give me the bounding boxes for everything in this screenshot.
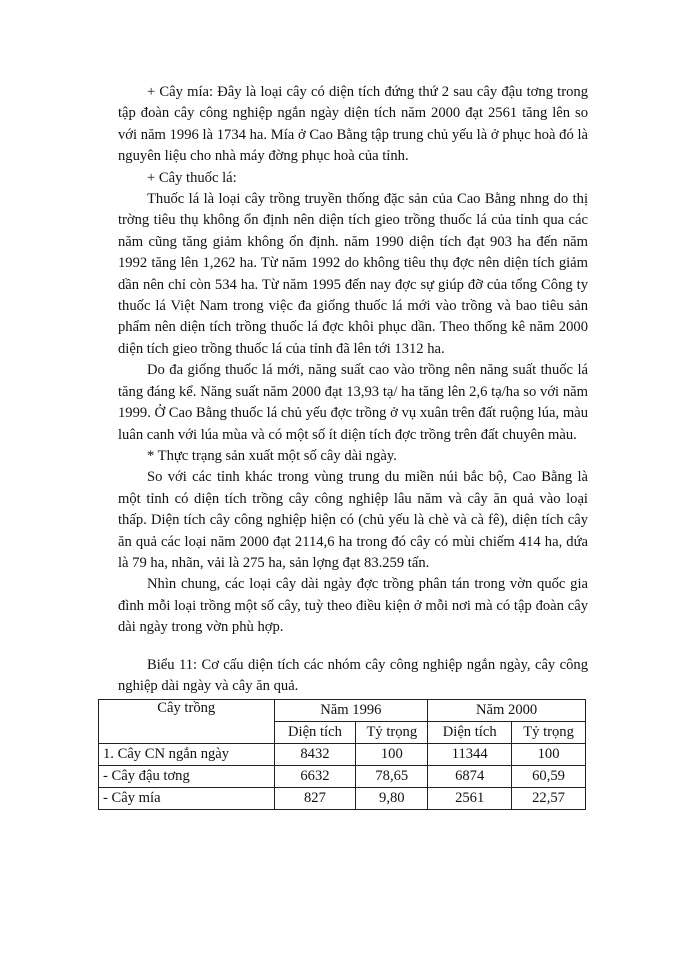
header-year-2000: Năm 2000	[428, 700, 586, 722]
row-label: 1. Cây CN ngắn ngày	[99, 744, 275, 766]
cell-share-2000: 100	[512, 744, 586, 766]
cell-share-2000: 60,59	[512, 766, 586, 788]
subheader-area-1996: Diện tích	[274, 722, 356, 744]
paragraph-long-term-crops: So với các tỉnh khác trong vùng trung du miền núi bắc bộ, Cao Bằng là một tỉnh có diện tích trồng cây công nghiệp lâu năm và cây ăn quả vào loại thấp. Diện tích cây công nghiệp hiện có (chủ yếu là chè và cà fê), diện tích cây ăn quả các loại năm 2000 đạt 2114,6 ha trong đó cây có mùi chiếm 414 ha, dứa là 79 ha, nhãn, vải là 275 ha, sản lợng đạt 83.259 tấn.	[118, 469, 588, 571]
heading-tobacco: + Cây thuốc lá:	[147, 169, 237, 186]
table-header-row	[99, 700, 586, 722]
subheader-area-2000: Diện tích	[428, 722, 512, 744]
paragraph-tobacco-yield: Do đa giống thuốc lá mới, năng suất cao vào trồng nên năng suất thuốc lá tăng đáng kể. Năng suất năm 2000 đạt 13,93 tạ/ ha tăng lên 2,6 tạ/ha so với năm 1999. Ở Cao Bằng thuốc lá chủ yếu đợc trồng ở vụ xuân trên đất ruộng lúa, màu luân canh với lúa mùa và có một số ít diện tích đợc trồng trên đất chuyên màu.	[118, 362, 588, 443]
row-label: - Cây mía	[99, 788, 275, 810]
table-row	[99, 788, 586, 810]
paragraph-tobacco: Thuốc lá là loại cây trồng truyền thống đặc sản của Cao Bằng nhng do thị trờng tiêu thụ không ổn định nên diện tích gieo trồng thuốc lá của tỉnh qua các năm cũng tăng giảm không ổn định. năm 1990 diện tích đạt 903 ha đến năm 1992 tăng lên 1,262 ha. Từ năm 1992 do không tiêu thụ đợc nên diện tích giảm dần nên chỉ còn 534 ha. Từ năm 1995 đến nay đợc sự giúp đỡ của tổng Công ty thuốc lá Việt Nam trong việc đa giống thuốc lá mới vào trồng và bao tiêu sản phẩm nên diện tích trồng thuốc lá đợc khôi phục dần. Theo thống kê năm 2000 diện tích gieo trồng thuốc lá của tỉnh đã lên tới 1312 ha.	[118, 191, 588, 357]
cell-share-1996: 100	[356, 744, 428, 766]
heading-long-term-crops: * Thực trạng sản xuất một số cây dài ngày.	[147, 447, 397, 464]
subheader-share-1996: Tỷ trọng	[356, 722, 428, 744]
table-row	[99, 766, 586, 788]
cell-share-1996: 78,65	[356, 766, 428, 788]
table-row	[99, 744, 586, 766]
cell-area-1996: 6632	[274, 766, 356, 788]
cell-area-1996: 8432	[274, 744, 356, 766]
cell-area-1996: 827	[274, 788, 356, 810]
row-label: - Cây đậu tơng	[99, 766, 275, 788]
cell-share-2000: 22,57	[512, 788, 586, 810]
cell-area-2000: 6874	[428, 766, 512, 788]
header-year-1996: Năm 1996	[274, 700, 428, 722]
crop-area-table	[98, 699, 586, 810]
document-page	[103, 82, 588, 810]
cell-share-1996: 9,80	[356, 788, 428, 810]
paragraph-summary: Nhìn chung, các loại cây dài ngày đợc trồng phân tán trong vờn quốc gia đình mỗi loại trồng một số cây, tuỳ theo điều kiện ở mỗi nơi mà có tập đoàn cây dài ngày trong vờn phù hợp.	[118, 576, 588, 636]
cell-area-2000: 2561	[428, 788, 512, 810]
table-caption: Biểu 11: Cơ cấu diện tích các nhóm cây công nghiệp ngắn ngày, cây công nghiệp dài ngày và cây ăn quả.	[118, 656, 588, 694]
cell-area-2000: 11344	[428, 744, 512, 766]
header-crop: Cây trồng	[99, 700, 275, 744]
paragraph-sugarcane: + Cây mía: Đây là loại cây có diện tích đứng thứ 2 sau cây đậu tơng trong tập đoàn cây công nghiệp ngắn ngày diện tích năm 2000 đạt 2561 tăng lên so với năm 1996 là 1734 ha. Mía ở Cao Bằng tập trung chủ yếu là ở phục hoà đó là nguyên liệu cho nhà máy đờng phục hoà của tỉnh.	[118, 84, 588, 165]
subheader-share-2000: Tỷ trọng	[512, 722, 586, 744]
